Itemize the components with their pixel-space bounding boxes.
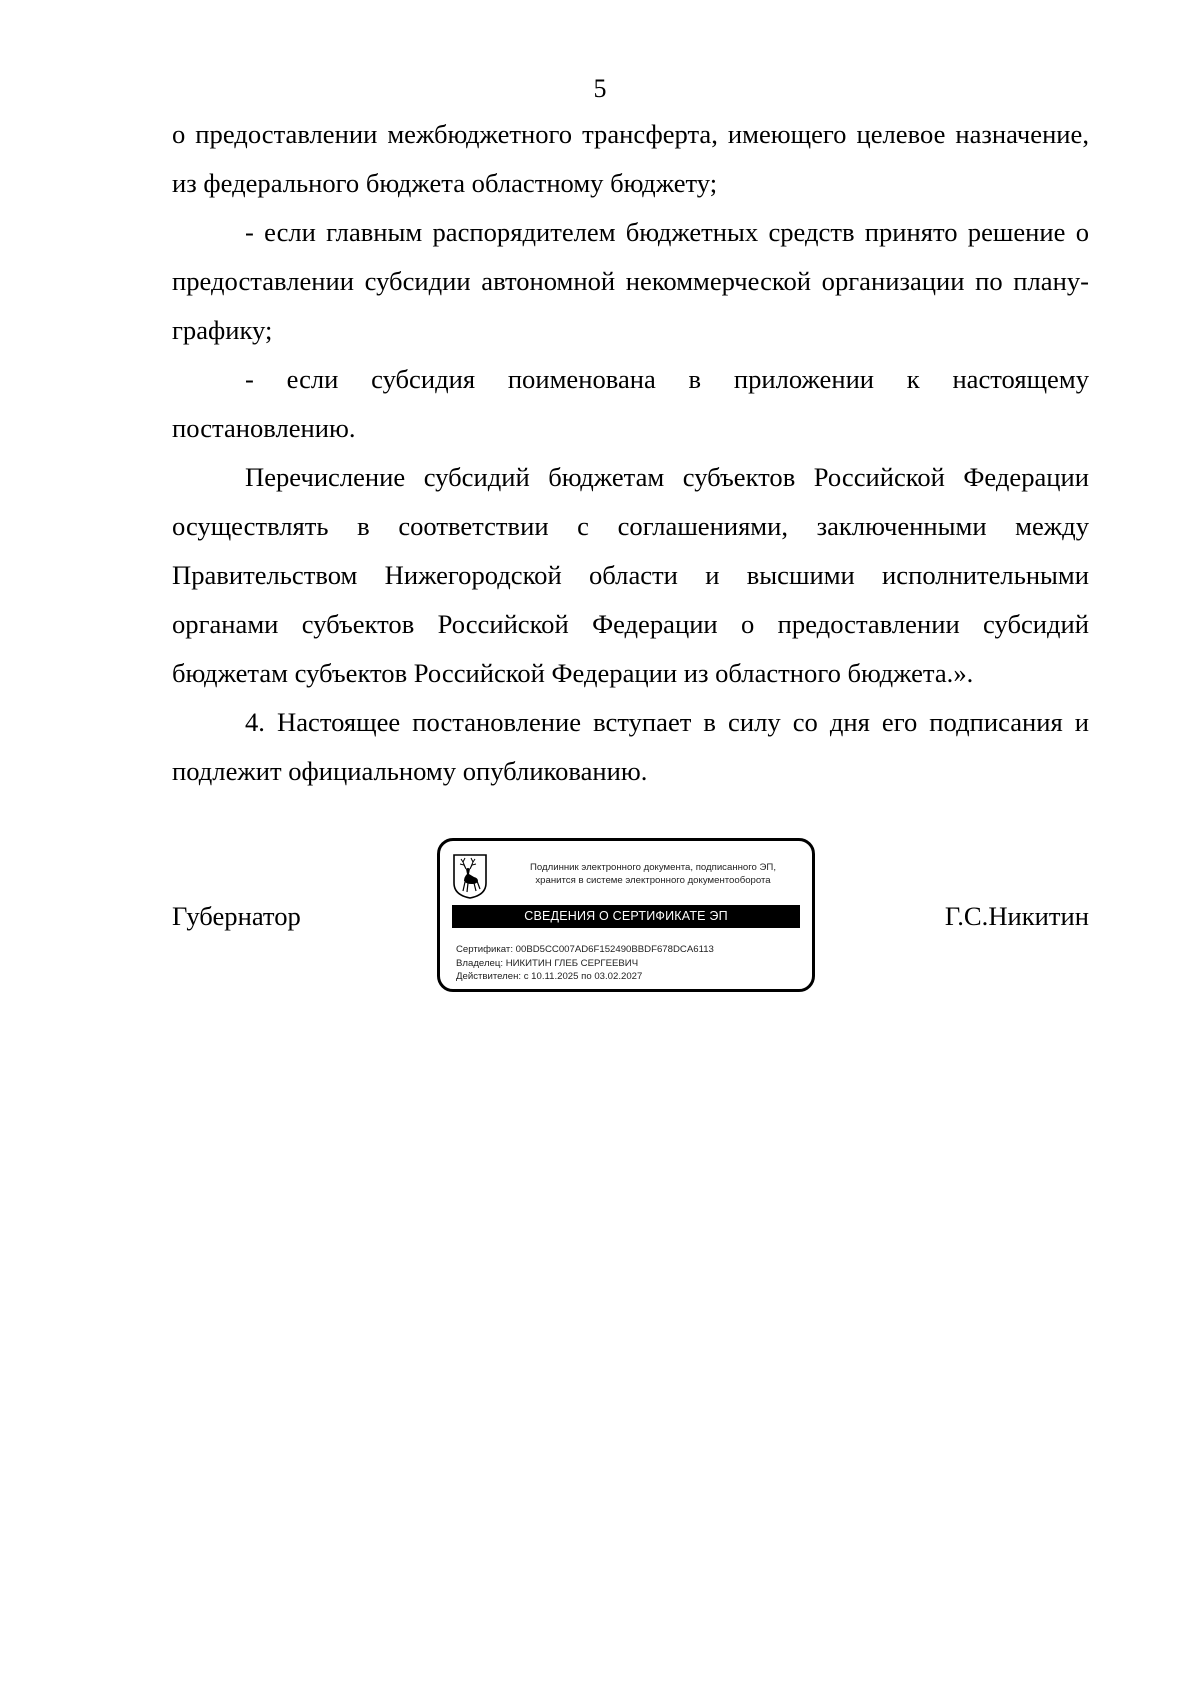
paragraph-entry-into-force: 4. Настоящее постановление вступает в силу со дня его подписания и подлежит официальному опубликованию. [172, 707, 1089, 786]
paragraph-bullet-subsidy-named: - если субсидия поименована в приложении к настоящему постановлению. [172, 364, 1089, 443]
certificate-validity: Действителен: с 10.11.2025 по 03.02.2027 [456, 971, 643, 982]
stamp-header [500, 861, 806, 887]
stamp-certificate-details [456, 943, 806, 984]
page-number: 5 [593, 74, 607, 103]
certificate-owner: Владелец: НИКИТИН ГЛЕБ СЕРГЕЕВИЧ [456, 957, 639, 969]
stamp-header-line2: хранится в системе электронного документооборота [535, 875, 771, 886]
stamp-header-line1: Подлинник электронного документа, подписанного ЭП, [530, 862, 776, 873]
paragraph-transfer-subsidies: Перечисление субсидий бюджетам субъектов Российской Федерации осуществлять в соответствии с соглашениями, заключенными между Правительством Нижегородской области и высшими исполнительными органами субъектов Российской Федерации о предоставлении субсидий бюджетам субъектов Российской Федерации из областного бюджета.». [172, 462, 1089, 688]
signer-title: Губернатор [172, 901, 301, 931]
paragraph-continuation: о предоставлении межбюджетного трансферта, имеющего целевое назначение, из федерального бюджета областному бюджету; [172, 119, 1089, 198]
deer-emblem-icon [452, 853, 488, 899]
document-body [172, 110, 1089, 796]
stamp-banner: СВЕДЕНИЯ О СЕРТИФИКАТЕ ЭП [452, 905, 800, 928]
certificate-number: Сертификат: 00BD5CC007AD6F152490BBDF678DCA6113 [456, 944, 714, 955]
signer-name: Г.С.Никитин [944, 901, 1089, 931]
signature-block [172, 838, 1089, 998]
electronic-signature-stamp [437, 838, 815, 992]
paragraph-bullet-chief-administrator: - если главным распорядителем бюджетных средств принято решение о предоставлении субсидии автономной некоммерческой организации по плану-графику; [172, 217, 1089, 345]
